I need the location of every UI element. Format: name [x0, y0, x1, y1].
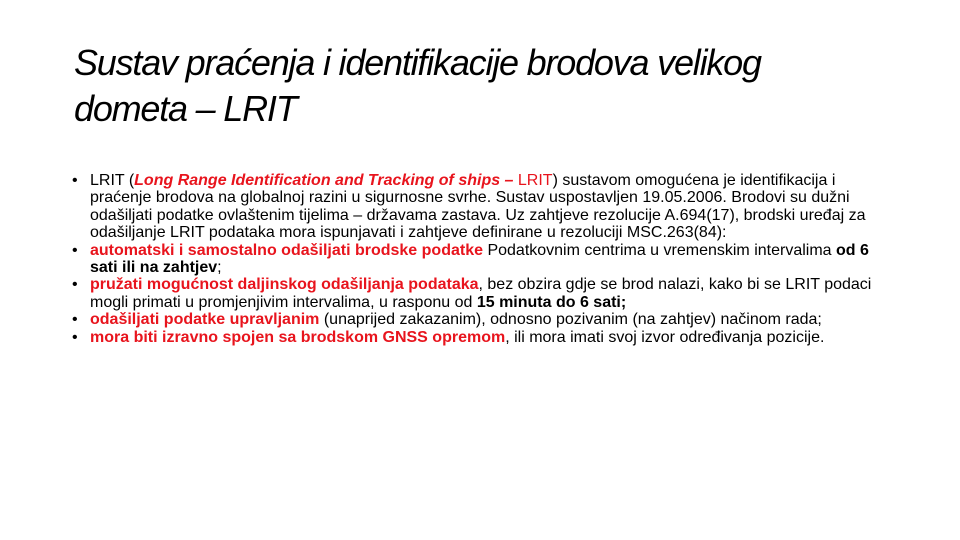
text-emphasis: mora biti izravno spojen sa brodskom GNSS opremom	[90, 328, 506, 346]
text-emphasis: automatski i samostalno odašiljati brodske podatke	[90, 241, 483, 259]
text-emphasis: odašiljati podatke upravljanim	[90, 311, 320, 329]
bullet-icon: •	[72, 311, 78, 329]
bullet-icon: •	[72, 241, 78, 259]
bullet-item-lrit-intro	[72, 172, 892, 242]
bullet-icon: •	[72, 276, 78, 294]
bullet-icon: •	[72, 172, 78, 189]
bullet-item-gnss	[72, 329, 892, 346]
bullet-item-managed-mode	[72, 311, 892, 328]
text: Podatkovnim centrima u vremenskim intervalima	[483, 241, 837, 259]
text-emphasis: Long Range Identification and Tracking of ships –	[134, 172, 514, 189]
title-line-2: dometa – LRIT	[74, 88, 297, 129]
title-line-1: Sustav praćenja i identifikacije brodova velikog	[74, 42, 761, 83]
text: ;	[217, 259, 222, 277]
text: LRIT (	[90, 172, 135, 189]
bullet-icon: •	[72, 328, 78, 346]
text: (unaprijed zakazanim), odnosno pozivanim (na zahtjev) načinom rada;	[319, 311, 822, 329]
slide-title	[74, 40, 894, 132]
text-emphasis: pružati mogućnost daljinskog odašiljanja podataka	[90, 276, 479, 294]
text-bold: 15 minuta do 6 sati;	[476, 293, 627, 311]
text-bold: od 6 sati ili na zahtjev	[90, 241, 869, 277]
bullet-item-remote-transmission	[72, 276, 892, 311]
text: ) sustavom omogućena je identifikacija i praćenje brodova na globalnoj razini u sigurnosne svrhe. Sustav uspostavljen 19.05.2006. Brodovi su dužni odašiljati podatke ovlaštenim tijelima – državama zastava. Uz zahtjeve rezolucije A.694(17), brodski uređaj za odašiljanje LRIT podataka mora ispunjavati i zahtjeve definirane u rezoluciji MSC.263(84):	[90, 172, 866, 242]
text-emphasis: LRIT	[513, 172, 553, 189]
bullet-item-automatic-transmission	[72, 242, 892, 277]
text: , bez obzira gdje se brod nalazi, kako bi se LRIT podaci mogli primati u promjenjivim intervalima, u rasponu od	[90, 276, 872, 311]
text: , ili mora imati svoj izvor određivanja pozicije.	[505, 328, 825, 346]
bullet-list	[72, 172, 892, 346]
